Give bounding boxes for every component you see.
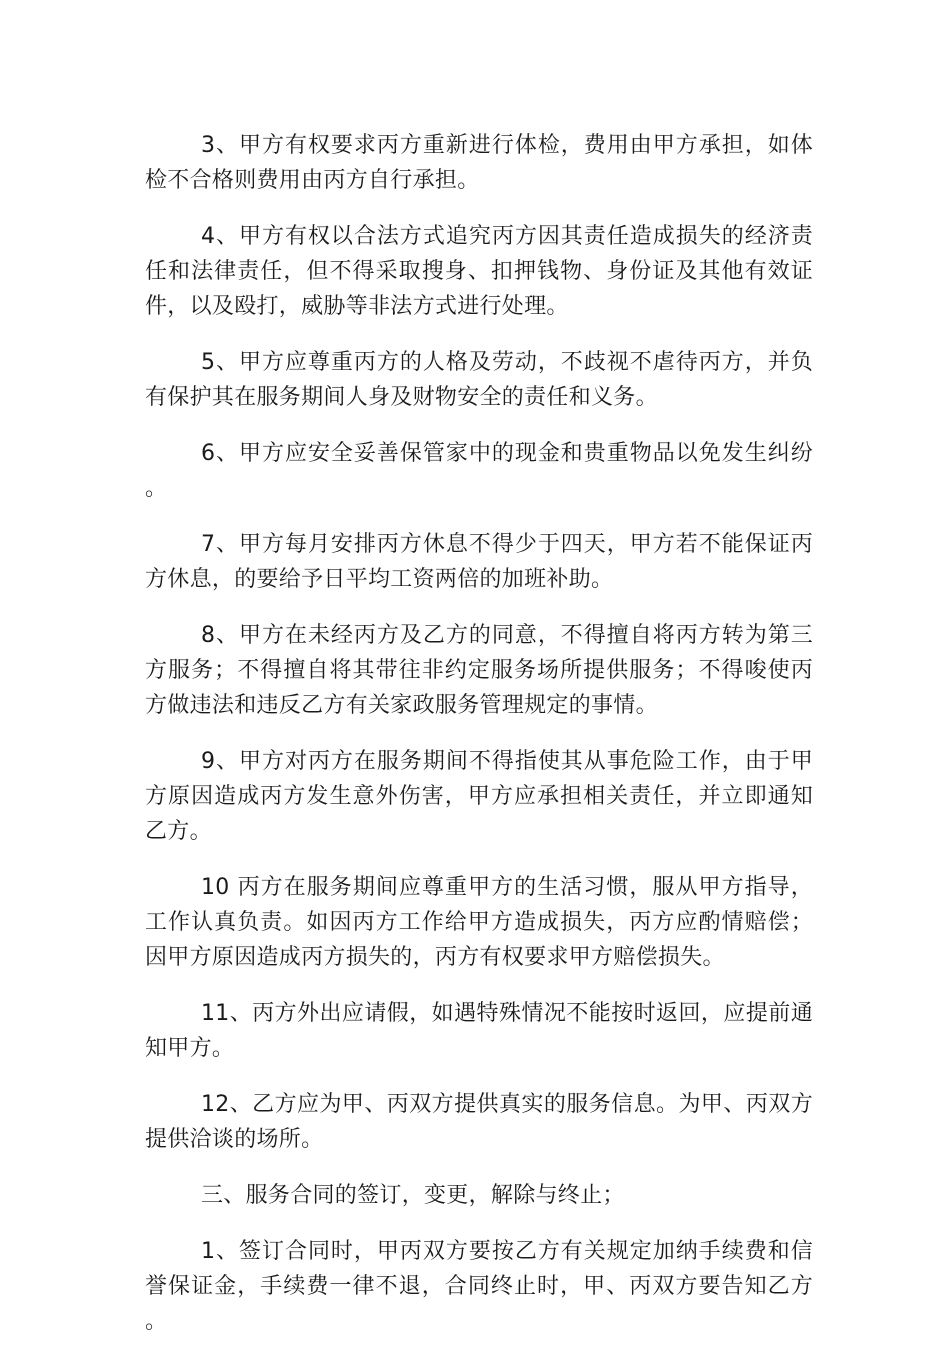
paragraph-clause-4: 4、甲方有权以合法方式追究丙方因其责任造成损失的经济责任和法律责任，但不得采取搜身、扣押钱物、身份证及其他有效证件，以及殴打，威胁等非法方式进行处理。 <box>145 224 813 319</box>
document-body <box>145 128 813 1360</box>
paragraph-clause-5: 5、甲方应尊重丙方的人格及劳动，不歧视不虐待丙方，并负有保护其在服务期间人身及财物安全的责任和义务。 <box>145 350 813 410</box>
paragraph-clause-6: 6、甲方应安全妥善保管家中的现金和贵重物品以免发生纠纷。 <box>145 441 813 501</box>
paragraph-clause-11: 11、丙方外出应请假，如遇特殊情况不能按时返回，应提前通知甲方。 <box>145 1001 813 1061</box>
paragraph-clause-10: 10 丙方在服务期间应尊重甲方的生活习惯，服从甲方指导，工作认真负责。如因丙方工作给甲方造成损失，丙方应酌情赔偿；因甲方原因造成丙方损失的，丙方有权要求甲方赔偿损失。 <box>145 875 813 970</box>
paragraph-clause-9: 9、甲方对丙方在服务期间不得指使其从事危险工作，由于甲方原因造成丙方发生意外伤害，甲方应承担相关责任，并立即通知乙方。 <box>145 749 813 844</box>
paragraph-clause-8: 8、甲方在未经丙方及乙方的同意，不得擅自将丙方转为第三方服务；不得擅自将其带往非约定服务场所提供服务；不得唆使丙方做违法和违反乙方有关家政服务管理规定的事情。 <box>145 623 813 718</box>
paragraph-clause-12: 12、乙方应为甲、丙双方提供真实的服务信息。为甲、丙双方提供洽谈的场所。 <box>145 1092 813 1152</box>
section-heading-contract-terms: 三、服务合同的签订，变更，解除与终止； <box>201 1183 625 1208</box>
paragraph-clause-3: 3、甲方有权要求丙方重新进行体检，费用由甲方承担，如体检不合格则费用由丙方自行承担。 <box>145 133 813 193</box>
paragraph-section3-clause-1: 1、签订合同时，甲丙双方要按乙方有关规定加纳手续费和信誉保证金，手续费一律不退，合同终止时，甲、丙双方要告知乙方。 <box>145 1239 813 1334</box>
paragraph-clause-7: 7、甲方每月安排丙方休息不得少于四天，甲方若不能保证丙方休息，的要给予日平均工资两倍的加班补助。 <box>145 532 813 592</box>
